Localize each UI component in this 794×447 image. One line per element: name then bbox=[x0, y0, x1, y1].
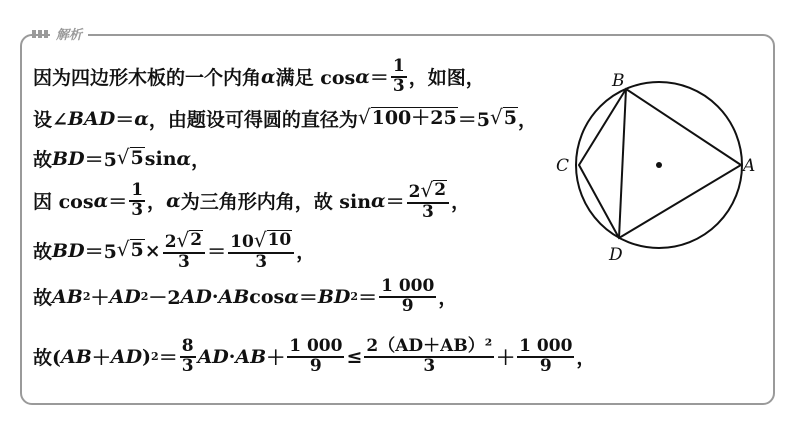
fraction-numerator: 1 000 bbox=[519, 336, 573, 356]
text-run: ， bbox=[517, 109, 537, 131]
text-run: ＝5 bbox=[457, 109, 490, 131]
superscript: 2 bbox=[151, 350, 159, 364]
text-run: ≤ bbox=[346, 345, 363, 368]
math-variable: α bbox=[284, 285, 299, 308]
text-run: ＋ bbox=[496, 347, 516, 370]
math-variable: BAD bbox=[67, 107, 116, 130]
math-variable: α bbox=[166, 189, 181, 212]
text-run: cos bbox=[249, 285, 285, 308]
text-run: ＝ bbox=[158, 347, 178, 370]
diagonal-BD bbox=[619, 89, 626, 238]
text-run: ) bbox=[142, 345, 152, 368]
analysis-tag: 解析 bbox=[50, 24, 88, 43]
math-variable: AD bbox=[197, 345, 229, 368]
math-variable: α bbox=[93, 189, 109, 212]
text-run: ， bbox=[147, 191, 167, 214]
text-run: ，由题设可得圆的直径为 bbox=[148, 109, 358, 131]
text-run: ＝5 bbox=[84, 241, 117, 264]
text-run: 故 bbox=[33, 149, 53, 171]
fraction-denominator: 3 bbox=[423, 355, 436, 376]
fraction-denominator: 3 bbox=[255, 251, 268, 272]
square-root: √ 5 bbox=[116, 237, 144, 262]
math-variable: AD bbox=[109, 285, 141, 308]
text-run: 故( bbox=[33, 347, 61, 370]
text-run: × bbox=[144, 239, 161, 262]
text-run: ， bbox=[296, 241, 316, 264]
math-variable: α bbox=[371, 189, 386, 212]
math-variable: AB bbox=[235, 345, 267, 368]
label-D: D bbox=[609, 245, 623, 265]
fraction-denominator: 3 bbox=[178, 251, 190, 272]
fraction-numerator: 1 bbox=[392, 56, 405, 76]
math-variable: AD bbox=[180, 285, 212, 308]
text-run: ＝ bbox=[115, 109, 135, 131]
text-run: 设∠ bbox=[33, 109, 68, 131]
square-root: √ 100＋25 bbox=[357, 105, 457, 130]
text-run: ＝ bbox=[108, 191, 128, 214]
fraction-numerator: 10 √ 10 bbox=[228, 230, 294, 254]
math-variable: AB bbox=[61, 345, 92, 368]
text-run: 故 bbox=[33, 287, 53, 310]
square-root: √ 5 bbox=[116, 145, 144, 170]
fraction-numerator: 2（AD＋AB）² bbox=[366, 336, 493, 356]
superscript: 2 bbox=[140, 290, 149, 304]
fraction-numerator: 2 √ 2 bbox=[163, 230, 205, 254]
circle-center-dot bbox=[656, 162, 662, 168]
text-run: ， bbox=[576, 347, 596, 370]
fraction-denominator: 9 bbox=[309, 355, 322, 376]
fraction-numerator: 1 000 bbox=[289, 336, 343, 356]
square-root: √ 5 bbox=[489, 105, 517, 130]
text-run: sin bbox=[144, 147, 177, 170]
fraction-denominator: 3 bbox=[181, 355, 194, 376]
text-run: ，如图， bbox=[408, 67, 485, 90]
text-run: ， bbox=[438, 287, 458, 310]
text-run: ＝ bbox=[207, 241, 227, 264]
text-run: 故 bbox=[33, 241, 53, 264]
math-variable: α bbox=[134, 107, 149, 130]
fraction-numerator: 2 √ 2 bbox=[407, 180, 449, 204]
fraction-denominator: 3 bbox=[131, 199, 144, 220]
text-run: 满足 cos bbox=[275, 67, 356, 90]
fraction-numerator: 1 bbox=[131, 180, 144, 200]
fraction-numerator: 1 000 bbox=[381, 276, 435, 296]
math-variable: α bbox=[176, 147, 192, 170]
math-variable: AB bbox=[52, 285, 83, 308]
fraction-denominator: 9 bbox=[401, 295, 414, 316]
math-variable: α bbox=[355, 65, 370, 88]
text-run: －2 bbox=[148, 287, 181, 310]
text-run: ， bbox=[451, 191, 471, 214]
text-run: · bbox=[228, 345, 236, 368]
fraction-numerator: 8 bbox=[181, 336, 194, 356]
math-variable: AB bbox=[218, 285, 250, 308]
superscript: 2 bbox=[350, 290, 359, 304]
math-variable: BD bbox=[317, 285, 351, 308]
text-run: ＝ bbox=[369, 67, 389, 90]
text-run: ＝ bbox=[298, 287, 318, 310]
math-variable: BD bbox=[52, 147, 85, 170]
fraction-denominator: 9 bbox=[539, 355, 552, 376]
text-run: ＝ bbox=[358, 287, 378, 310]
math-variable: α bbox=[261, 65, 276, 88]
text-run: ＋ bbox=[91, 347, 111, 370]
fraction-denominator: 3 bbox=[421, 201, 434, 222]
text-run: ， bbox=[191, 149, 211, 171]
math-variable: BD bbox=[52, 239, 85, 262]
text-run: ＋ bbox=[90, 287, 110, 310]
fraction-denominator: 3 bbox=[392, 75, 405, 96]
text-run: 因 cos bbox=[33, 191, 94, 214]
text-run: ＝5 bbox=[84, 149, 117, 171]
text-run: · bbox=[211, 285, 219, 308]
label-A: A bbox=[743, 156, 756, 176]
text-run: 为三角形内角，故 sin bbox=[180, 191, 372, 214]
superscript: 2 bbox=[82, 290, 91, 304]
text-run: 因为四边形木板的一个内角 bbox=[33, 67, 262, 90]
text-run: ＝ bbox=[385, 191, 405, 214]
math-variable: AD bbox=[110, 345, 143, 368]
label-B: B bbox=[612, 71, 625, 91]
text-run: ＋ bbox=[266, 347, 286, 370]
label-C: C bbox=[556, 156, 570, 176]
